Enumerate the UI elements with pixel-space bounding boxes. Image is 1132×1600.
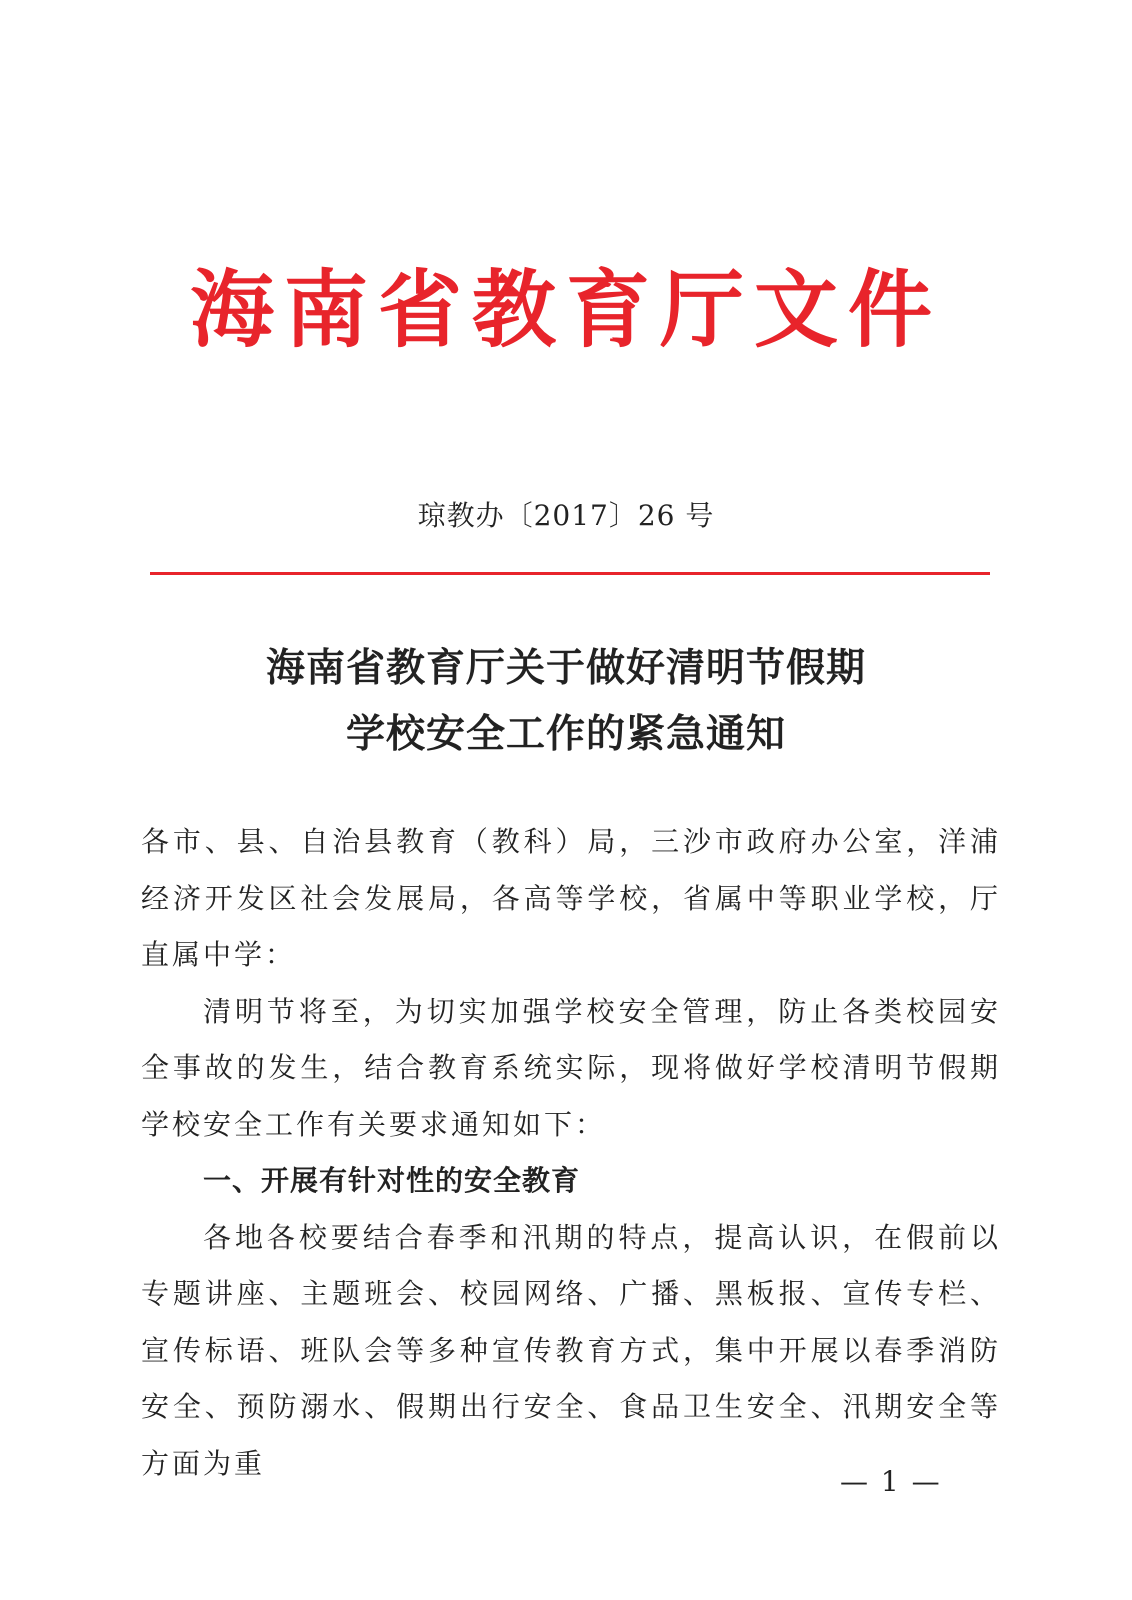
notice-title-line-1: 海南省教育厅关于做好清明节假期	[265, 646, 866, 691]
page-number: — 1 —	[840, 1465, 942, 1498]
section-paragraph: 各地各校要结合春季和汛期的特点，提高认识，在假前以专题讲座、主题班会、校园网络、广播、黑板报、宣传专栏、宣传标语、班队会等多种宣传教育方式，集中开展以春季消防安全、预防溺水、假期出行安全、食品卫生安全、汛期安全等方面为重	[141, 1220, 1001, 1480]
masthead-title: 海南省教育厅文件	[189, 260, 942, 359]
notice-body	[141, 814, 1001, 1492]
salutation: 各市、县、自治县教育（教科）局，三沙市政府办公室，洋浦经济开发区社会发展局，各高等学校，省属中等职业学校，厅直属中学：	[141, 825, 1001, 971]
section-heading: 一、开展有针对性的安全教育	[203, 1164, 581, 1197]
intro-paragraph: 清明节将至，为切实加强学校安全管理，防止各类校园安全事故的发生，结合教育系统实际，现将做好学校清明节假期学校安全工作有关要求通知如下：	[141, 994, 1001, 1141]
notice-title-line-2: 学校安全工作的紧急通知	[345, 712, 786, 757]
document-number: 琼教办〔2017〕26 号	[417, 499, 715, 532]
notice-title	[0, 636, 1132, 768]
red-divider-line	[150, 572, 990, 575]
